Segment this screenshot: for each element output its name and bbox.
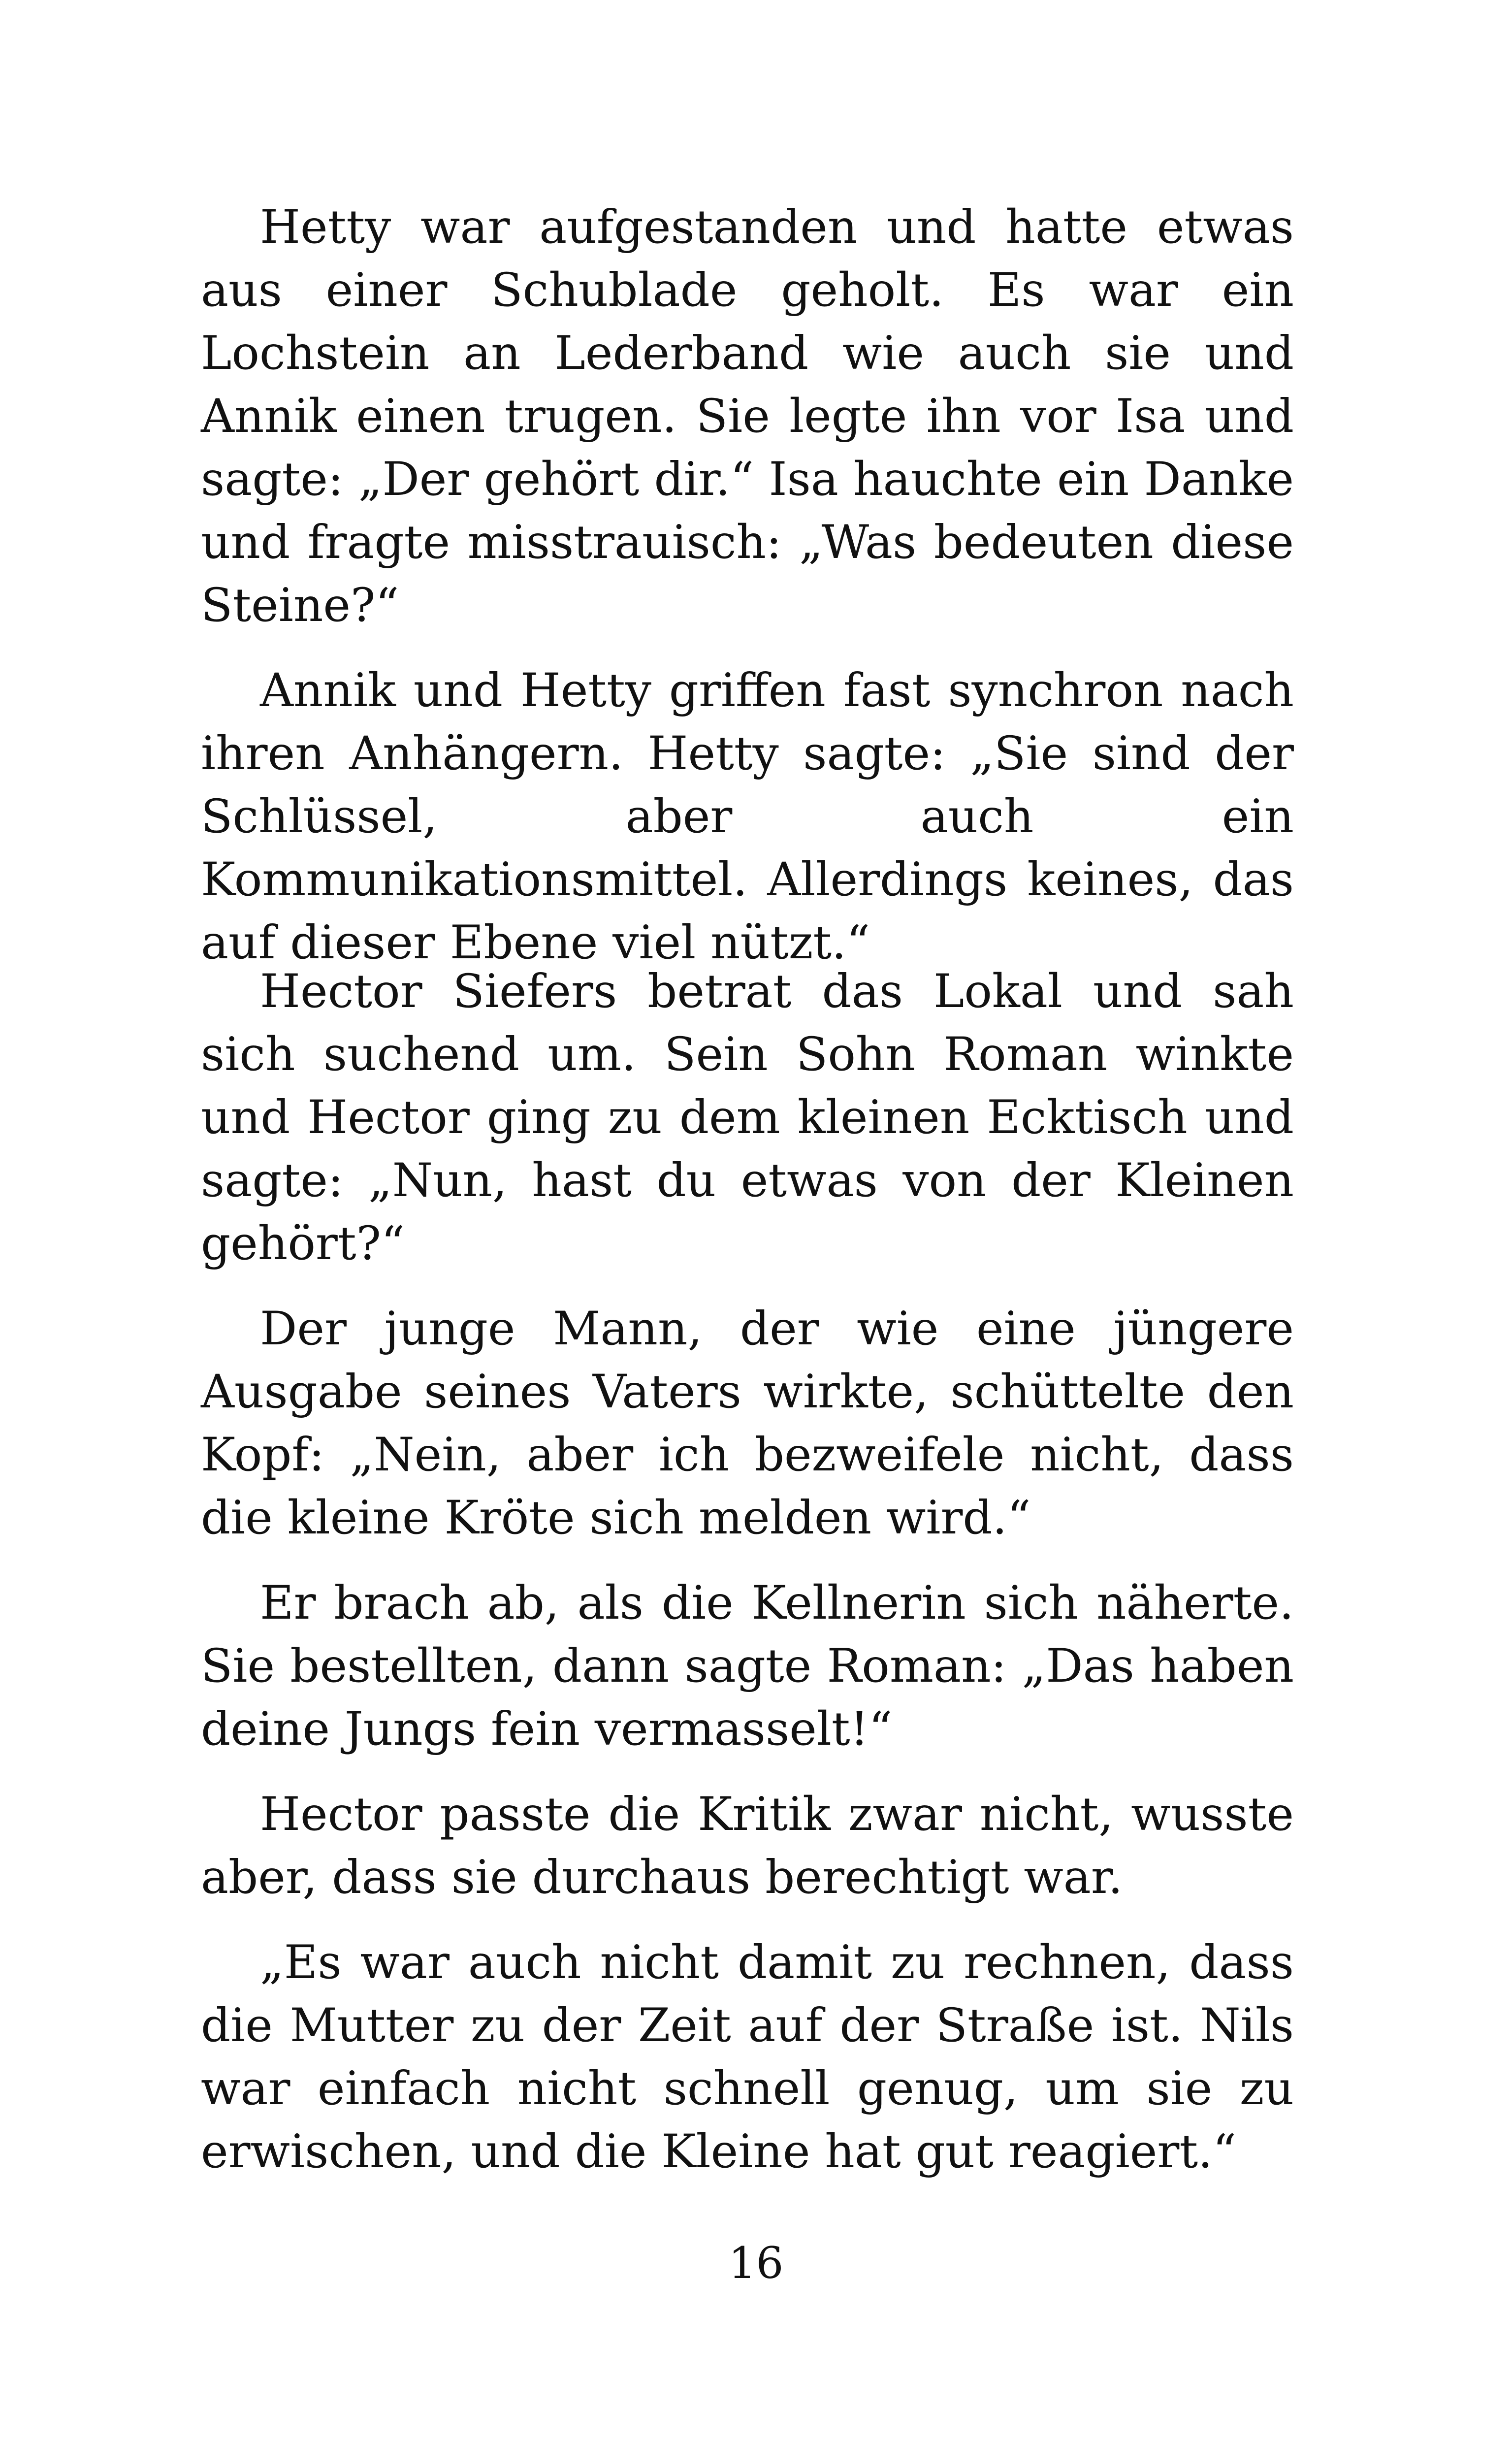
paragraph-3: Hector Siefers betrat das Lokal und sah sich suchend um. Sein Sohn Roman winkte und Hector ging zu dem kleinen Ecktisch und sagte: „Nun, hast du etwas von der Kleinen gehört?“ — [201, 965, 1294, 1270]
paragraph-5: Er brach ab, als die Kellnerin sich näherte. Sie bestellten, dann sagte Roman: „Das haben deine Jungs fein vermasselt!“ — [201, 1576, 1294, 1756]
page-number: 16 — [728, 2238, 784, 2288]
paragraph-7: „Es war auch nicht damit zu rechnen, dass die Mutter zu der Zeit auf der Straße ist. Nils war einfach nicht schnell genug, um sie zu erwischen, und die Kleine hat gut reagiert.“ — [201, 1936, 1294, 2179]
text-section-1 — [201, 196, 1294, 997]
paragraph-1: Hetty war aufgestanden und hatte etwas aus einer Schublade geholt. Es war ein Lochstein an Lederband wie auch sie und Annik einen trugen. Sie legte ihn vor Isa und sagte: „Der gehört dir.“ Isa hauchte ein Danke und fragte misstrauisch: „Was bedeuten diese Steine?“ — [201, 200, 1294, 632]
text-section-2 — [201, 960, 1294, 2206]
paragraph-2: Annik und Hetty griffen fast synchron nach ihren Anhängern. Hetty sagte: „Sie sind der Schlüssel, aber auch ein Kommunikationsmittel. Allerdings keines, das auf dieser Ebene viel nützt.“ — [201, 664, 1294, 970]
paragraph-6: Hector passte die Kritik zwar nicht, wusste aber, dass sie durchaus berechtigt war. — [201, 1788, 1294, 1904]
paragraph-4: Der junge Mann, der wie eine jüngere Ausgabe seines Vaters wirkte, schüttelte den Kopf: „Nein, aber ich bezweifele nicht, dass die kleine Kröte sich melden wird.“ — [201, 1302, 1294, 1545]
